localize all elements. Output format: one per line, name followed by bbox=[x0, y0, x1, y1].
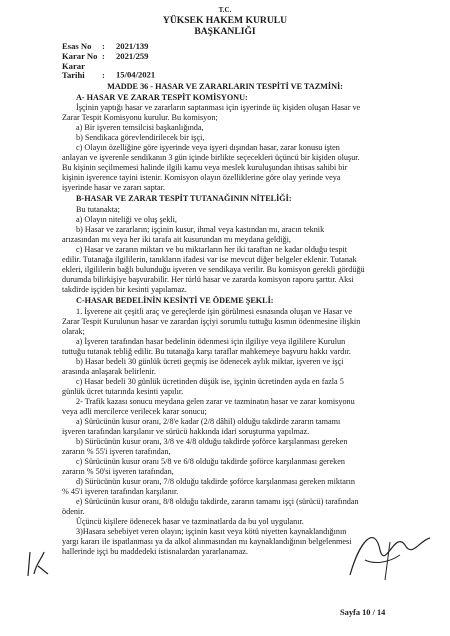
text-line: hallerinde işçi bu maddedeki istisnalardan yararlanamaz. bbox=[62, 547, 248, 556]
meta-row-karar: Karar No : 2021/259 bbox=[62, 51, 149, 61]
meta-key: Karar No bbox=[62, 51, 98, 61]
text-line: % 45'i işveren tarafından karşılanır. bbox=[62, 487, 179, 496]
text-line: takdirde işçiden bir kesinti yapılamaz. bbox=[62, 285, 187, 294]
text-line: edilir. Tutanağa ilgililerin, tanıkların ifadesi var ise mevcut diğer belgeler eklenir. Tutanak bbox=[62, 255, 357, 264]
text-line: işveren tarafından karşılanır ve sürücü hakkında idari soruşturma yapılmaz. bbox=[62, 427, 310, 436]
signature-right bbox=[330, 520, 440, 590]
text-line: c) Hasar ve zararın miktarı ve bu miktarların her iki taraftan ne kadar olduğu tespit bbox=[76, 245, 347, 254]
text-line: 1. İşverene ait çeşitli araç ve gereçlerde işin görülmesi esnasında oluşan ve Hasar ve bbox=[76, 307, 352, 316]
text-line: arızasından mı veya her iki tarafa ait kusurundan mı meydana geldiği, bbox=[62, 235, 291, 244]
text-line: b) Hasar bedeli 30 günlük ücreti geçmiş ise ödenecek aylık miktar, işveren ve işçi bbox=[76, 357, 344, 366]
text-line: MADDE 36 - HASAR VE ZARARLARIN TESPİTİ VE TAZMİNİ: bbox=[107, 82, 343, 91]
text-line: c) Hasar bedeli 30 günlük ücretinden düşük ise, işçinin ücretinden ayda en fazla 5 bbox=[76, 377, 344, 386]
meta-row-tarih: Karar Tarihi : 15/04/2021 bbox=[62, 61, 156, 80]
text-line: olarak; bbox=[62, 327, 85, 336]
meta-value: 2021/139 bbox=[116, 41, 149, 51]
text-line: a) Sürücünün kusur oranı, 2/8'e kadar (2/8 dâhil) olduğu takdirde zararın tamamı bbox=[76, 417, 341, 426]
meta-key: Karar Tarihi bbox=[62, 61, 85, 80]
meta-value: 15/04/2021 bbox=[116, 69, 156, 80]
meta-row-esas: Esas No : 2021/139 bbox=[62, 41, 149, 51]
header-dept: BAŞKANLIĞI bbox=[194, 26, 256, 37]
header-tc: T.C. bbox=[218, 6, 232, 14]
text-line: C-HASAR BEDELİNİN KESİNTİ VE ÖDEME ŞEKLİ: bbox=[76, 296, 274, 305]
text-line: B-HASAR VE ZARAR TESPİT TUTANAĞININ NİTELİĞİ: bbox=[76, 194, 292, 203]
signature-left bbox=[20, 544, 54, 584]
text-line: zararın % 50'si işveren tarafından, bbox=[62, 467, 174, 476]
text-line: b) Sürücünün kusur oranı, 3/8 ve 4/8 olduğu takdirde şoförce karşılanması gereken bbox=[76, 437, 348, 446]
text-line: ödenir. bbox=[62, 507, 85, 516]
text-line: Zarar Tespit Kurulunun hasar ve zarardan işçiyi sorumlu tuttuğu kısmın ödenmesine ilişkin bbox=[62, 317, 361, 326]
text-line: 3)Hasara sebebiyet veren olayın; işçinin kasıt veya kötü niyetten kaynaklandığının bbox=[76, 527, 347, 536]
header-org: YÜKSEK HAKEM KURULU bbox=[162, 15, 288, 26]
text-line: d) Sürücünün kusur oranı, 7/8 olduğu takdirde şoförce karşılanması gereken miktarın bbox=[76, 477, 355, 486]
text-line: yargı kararı ile ispatlanması ya da alkol alınmasından mı kaynaklandığının belgelenmesi bbox=[62, 537, 352, 546]
text-line: ekleri, ilgililerin bağlı bulunduğu işveren ve sendikaya verilir. Bu komisyon gerekli gördüğü bbox=[62, 265, 365, 274]
text-line: Üçüncü kişilere ödenecek hasar ve tazminatlarda da bu yol uygulanır. bbox=[76, 517, 304, 526]
text-line: arasında anlaşarak belirlenir. bbox=[62, 367, 156, 376]
meta-key: Esas No bbox=[62, 41, 92, 51]
text-line: c) Sürücünün kusur oranı 5/8 ve 6/8 olduğu takdirde şoförce karşılanması gereken bbox=[76, 457, 345, 466]
text-line: veya adli mercilerce verilecek karar sonucu; bbox=[62, 407, 207, 416]
text-line: İşçinin yaptığı hasar ve zararların saptanması için işyerinde üç kişiden oluşan Hasar ve bbox=[76, 103, 361, 112]
text-line: Bu kişinin seçilmemesi halinde ilgili kamu veya meslek kuruluşundan ihtisas sahibi bir bbox=[62, 163, 348, 172]
text-line: Bu tutanakta; bbox=[76, 205, 120, 214]
text-line: zararın % 55'i işveren tarafından, bbox=[62, 447, 171, 456]
text-line: Zarar Tespit Komisyonu kurulur. Bu komisyon; bbox=[62, 113, 218, 122]
text-line: e) Sürücünün kusur oranı, 8/8 olduğu takdirde, zararın tamamı işçi (sürücü) tarafından bbox=[76, 497, 359, 506]
text-line: 2- Trafik kazası sonucu meydana gelen zarar ve tazminatın hasar ve zarar komisyonu bbox=[76, 397, 355, 406]
text-line: günlük ücret tutarında kesinti yapılır. bbox=[62, 387, 184, 396]
text-line: c) Olayın özelliğine göre işyerinde veya işyeri dışından hasar, zarar konusu işten bbox=[76, 143, 340, 152]
text-line: kişinin işverence tayini istenir. Komisyon olayın özelliklerine göre olay yerinde veya bbox=[62, 173, 341, 182]
page-number: Sayfa 10 / 14 bbox=[340, 608, 386, 617]
text-line: işyerinde hasar ve zararı saptar. bbox=[62, 183, 165, 192]
text-line: a) Olayın niteliği ve oluş şekli, bbox=[76, 215, 177, 224]
text-line: a) Bir işveren temsilcisi başkanlığında, bbox=[76, 123, 204, 132]
text-line: tuttuğu tutanak tebliğ edilir. Bu tutanağa karşı taraflar mahkemeye başvuru hakkı vardır. bbox=[62, 347, 351, 356]
text-line: b) Sendikaca görevlendirilecek bir işçi, bbox=[76, 133, 205, 142]
text-line: b) Hasar ve zararların; işçinin kusur, ihmal veya kastından mı, aracın teknik bbox=[76, 225, 325, 234]
text-line: durumda bilirkişiye başvurabilir. Her türlü hasar ve zararda komisyon raporu şarttır. Aksi bbox=[62, 275, 354, 284]
text-line: A- HASAR VE ZARAR TESPİT KOMİSYONU: bbox=[76, 93, 248, 102]
meta-value: 2021/259 bbox=[116, 51, 149, 61]
text-line: a) İşveren tarafından hasar bedelinin ödenmesi için ilgiliye veya ilgililere Kurulun bbox=[76, 337, 346, 346]
text-line: anlayan ve işverenle sendikanın 3 gün içinde birlikte seçecekleri üçüncü bir kişiden oluşur. bbox=[62, 153, 360, 162]
